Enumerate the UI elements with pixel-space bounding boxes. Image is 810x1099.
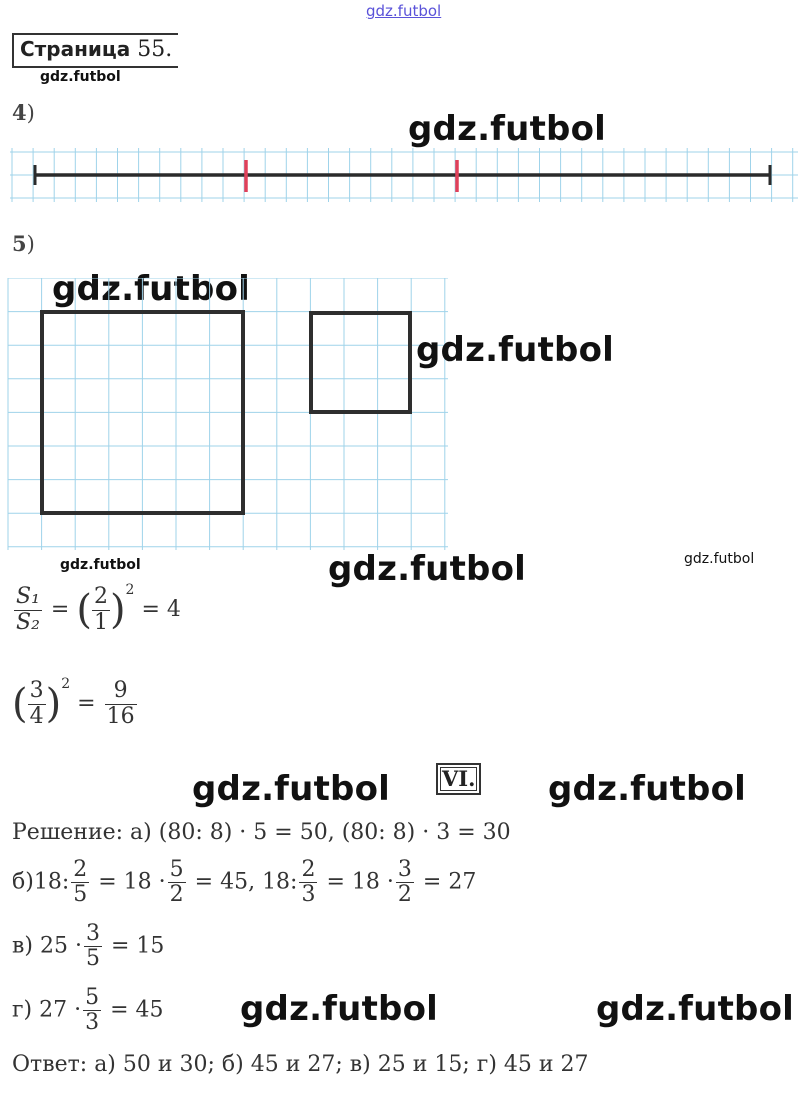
- formula-area-ratio: $\frac{\text{S₁}}{\text{S₂}}$ = ( $\frac{2}{1}$ )$^2$ = 4: [16, 582, 181, 635]
- section-number: VI.: [436, 763, 481, 795]
- page-title: Страница 55.: [12, 33, 178, 68]
- watermark: gdz.futbol: [408, 109, 606, 149]
- small-square: [311, 313, 410, 412]
- page-number: 55: [137, 37, 166, 62]
- solution-line-g: г) 27 · $\frac{5}{3}$ = 45: [12, 985, 164, 1036]
- watermark: gdz.futbol: [548, 769, 746, 809]
- solution-line-a: Решение: а) (80: 8) · 5 = 50, (80: 8) · 3 = 30: [12, 820, 511, 845]
- watermark: gdz.futbol: [240, 989, 438, 1029]
- watermark: gdz.futbol: [40, 69, 121, 85]
- watermark-top: gdz.futbol: [366, 2, 442, 20]
- watermark: gdz.futbol: [60, 557, 141, 573]
- answer-line: Ответ: а) 50 и 30; б) 45 и 27; в) 25 и 15; г) 45 и 27: [12, 1052, 589, 1077]
- formula-power: ( $\frac{3}{4}$ )$^2$ = $\frac{9}{16}$: [12, 676, 135, 729]
- watermark: gdz.futbol: [416, 330, 614, 370]
- task-number-5: 5): [12, 231, 35, 256]
- solution-line-v: в) 25 · $\frac{3}{5}$ = 15: [12, 921, 165, 972]
- watermark: gdz.futbol: [192, 769, 390, 809]
- watermark: gdz.futbol: [596, 989, 794, 1029]
- number-line-grid: [0, 140, 810, 210]
- page-label: Страница: [20, 37, 131, 61]
- task-number-4: 4): [12, 100, 35, 125]
- squares-grid: [0, 278, 450, 553]
- watermark: gdz.futbol: [328, 549, 526, 589]
- watermark: gdz.futbol: [684, 551, 755, 567]
- watermark: gdz.futbol: [52, 269, 250, 309]
- solution-line-b: б)18: $\frac{2}{5}$ = 18 · $\frac{5}{2}$ = 45, 18: $\frac{2}{3}$ = 18 · $\frac{3}{2}$ = 27: [12, 857, 477, 908]
